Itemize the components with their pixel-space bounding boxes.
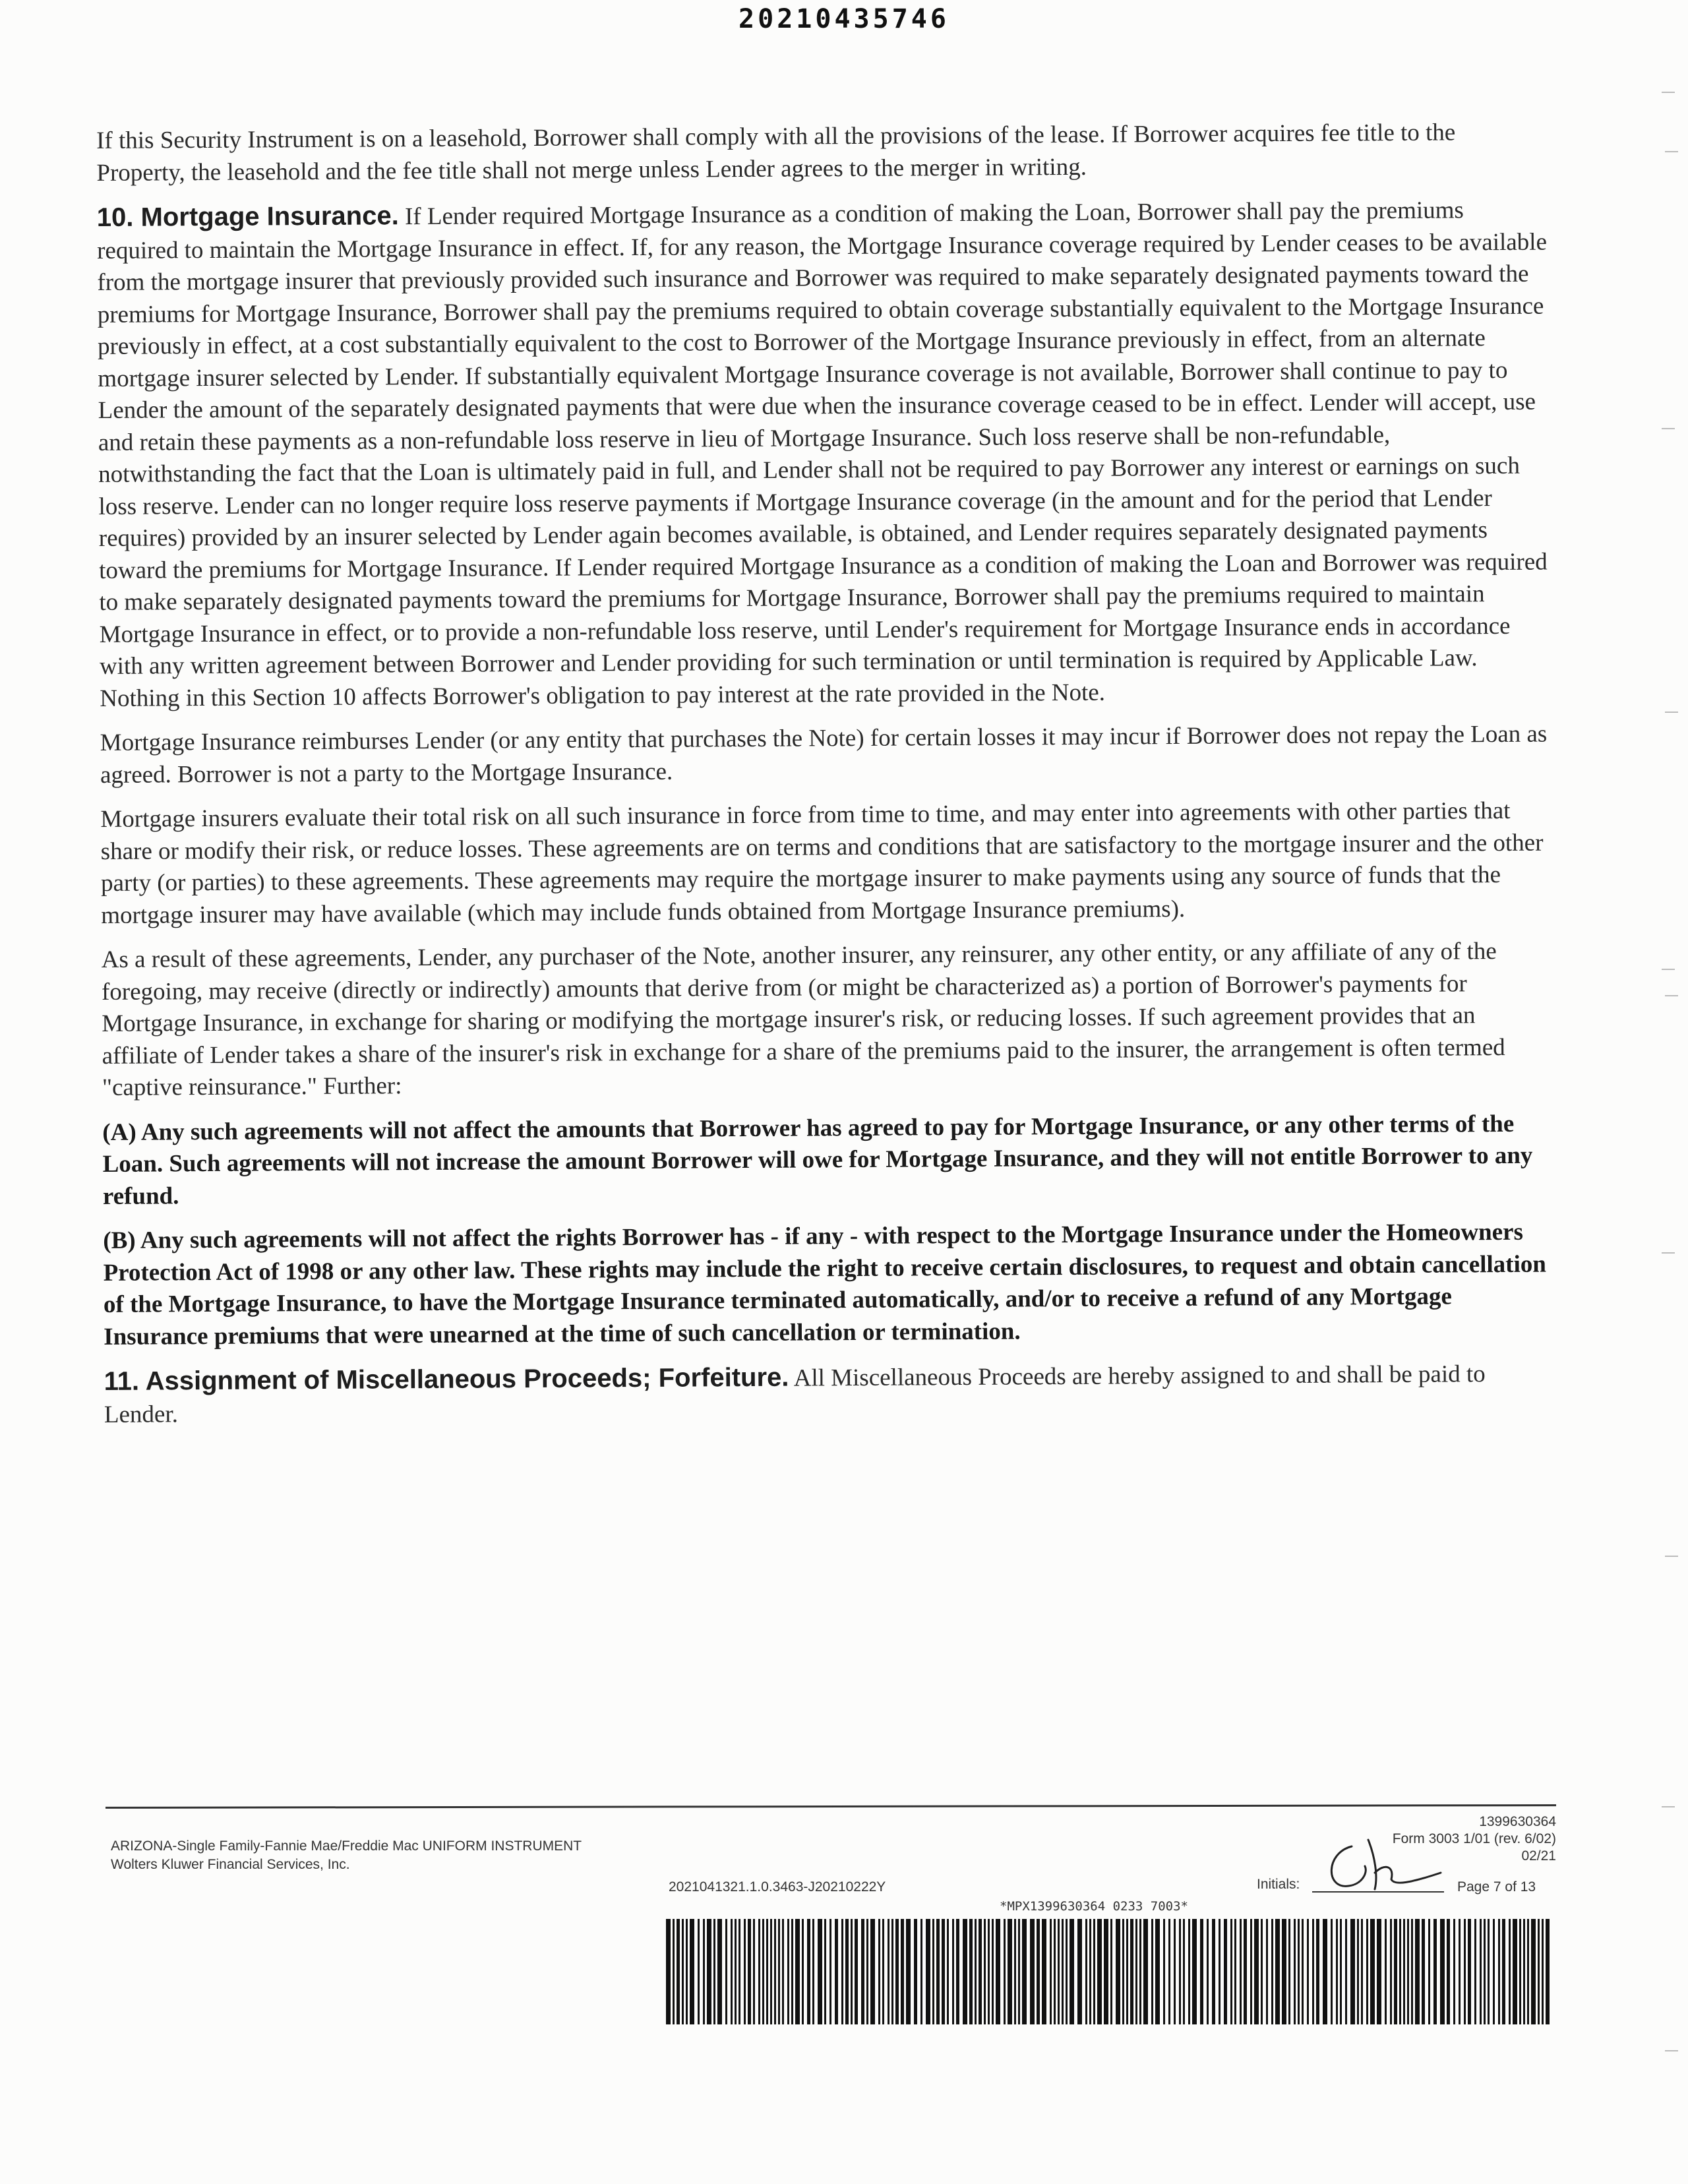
barcode-bar — [1331, 1919, 1333, 2024]
barcode-bar — [1288, 1919, 1290, 2024]
barcode-bar — [1110, 1919, 1112, 2024]
barcode-bar — [1385, 1919, 1387, 2024]
barcode-bar — [996, 1919, 1000, 2024]
barcode-bar — [1336, 1919, 1338, 2024]
insurers-paragraph: Mortgage insurers evaluate their total risk on all such insurance in force from time to time, and may enter into agreements with other parties that share or modify their risk, or reduce losses. These agreements are on terms and conditions that are satisfactory to the mortgage insurer and the other party (or parties) to these agreements. These agreements may require the mortgage insurer to make payments using any source of funds that the mortgage insurer may have available (which may include funds obtained from Mortgage Insurance premiums). — [100, 797, 1544, 929]
barcode-bar — [1307, 1919, 1309, 2024]
barcode-bar — [818, 1919, 822, 2024]
barcode-bar — [1302, 1919, 1304, 2024]
barcode-bar — [920, 1919, 922, 2024]
barcode-bar — [1488, 1919, 1490, 2024]
page-number: Page 7 of 13 — [1457, 1879, 1536, 1895]
loan-number: 1399630364 — [1479, 1814, 1556, 1829]
barcode-bar — [1377, 1919, 1381, 2024]
barcode-bar — [992, 1919, 994, 2024]
barcode-bar — [1519, 1919, 1521, 2024]
barcode-bar — [1151, 1919, 1153, 2024]
barcode-bar — [690, 1919, 694, 2024]
barcode-bar — [1447, 1919, 1450, 2024]
barcode-bar — [878, 1919, 880, 2024]
initials-label: Initials: — [1257, 1877, 1300, 1892]
barcode-bar — [1399, 1919, 1401, 2024]
barcode-bar — [762, 1919, 764, 2024]
barcode-bar — [682, 1919, 684, 2024]
leasehold-paragraph: If this Security Instrument is on a leasehold, Borrower shall comply with all the provisions of the lease. If Borrower acquires fee title to the Property, the leasehold and the fee title shall not merge unless Lender agrees to the merger in writing. — [96, 119, 1456, 187]
barcode-bar — [1050, 1919, 1052, 2024]
clause-a: (A) Any such agreements will not affect the amounts that Borrower has agreed to pay for Mortgage Insurance, or any other terms of the Loan. Such agreements will not increase the amount Borrower will owe for Mortgage Insurance, and they will not entitle Borrower to any refund. — [102, 1110, 1533, 1210]
barcode-bar — [1266, 1919, 1268, 2024]
barcode-bar — [1502, 1919, 1505, 2024]
document-body — [96, 117, 1555, 1443]
section-11-text: All Miscellaneous Proceeds are hereby assigned to and shall be paid to Lender. — [104, 1360, 1486, 1428]
barcode-bar — [1538, 1919, 1540, 2024]
barcode-bar — [1459, 1919, 1461, 2024]
barcode-bar — [1254, 1919, 1259, 2024]
barcode-bar — [1282, 1919, 1286, 2024]
barcode-bar — [791, 1919, 793, 2024]
recording-number: 20210435746 — [738, 4, 950, 34]
form-title: ARIZONA-Single Family-Fannie Mae/Freddie Mac UNIFORM INSTRUMENT — [111, 1838, 582, 1854]
barcode-bar — [807, 1919, 810, 2024]
result-paragraph: As a result of these agreements, Lender, any purchaser of the Note, another insurer, any reinsurer, any other entity, or any affiliate of any of the foregoing, may receive (directly or indirectly) amounts that derive from (or might be characterized as) a portion of Borrower's payments for Mortgage Insurance, in exchange for sharing or modifying the mortgage insurer's risk, or reducing losses. If such agreement provides that an affiliate of Lender takes a share of the insurer's risk in exchange for a share of the premiums paid to the insurer, the arrangement is often termed "captive reinsurance." Further: — [101, 938, 1505, 1101]
barcode-bar — [1244, 1919, 1247, 2024]
barcode-bar — [1174, 1919, 1176, 2024]
barcode-bar — [1212, 1919, 1215, 2024]
barcode-bar — [753, 1919, 755, 2024]
section-11-heading: 11. Assignment of Miscellaneous Proceeds; Forfeiture. — [104, 1362, 789, 1396]
barcode-bar — [698, 1919, 700, 2024]
barcode-bar — [1116, 1919, 1120, 2024]
barcode-bar — [1054, 1919, 1056, 2024]
barcode-bar — [1312, 1919, 1314, 2024]
section-10 — [97, 193, 1551, 715]
barcode-bar — [979, 1919, 982, 2024]
barcode-bar — [1219, 1919, 1221, 2024]
barcode-bar — [1066, 1919, 1068, 2024]
barcode-bar — [1361, 1919, 1363, 2024]
barcode-bar — [787, 1919, 789, 2024]
barcode-bar — [1340, 1919, 1342, 2024]
barcode-bar — [1070, 1919, 1074, 2024]
barcode-bar — [1192, 1919, 1197, 2024]
barcode-bar — [1077, 1919, 1082, 2024]
barcode-bar — [1097, 1919, 1102, 2024]
barcode-bar — [1546, 1919, 1550, 2024]
barcode-bar — [1531, 1919, 1536, 2024]
barcode-bar — [1085, 1919, 1087, 2024]
barcode-bar — [1433, 1919, 1437, 2024]
barcode-bar — [1018, 1919, 1020, 2024]
barcode-bar — [1323, 1919, 1327, 2024]
barcode-bar — [956, 1919, 959, 2024]
barcode-bar — [1030, 1919, 1035, 2024]
barcode-bar — [1350, 1919, 1355, 2024]
barcode-bar — [988, 1919, 990, 2024]
barcode-bar — [969, 1919, 973, 2024]
barcode-bar — [1234, 1919, 1236, 2024]
barcode-bar — [1200, 1919, 1203, 2024]
barcode-bar — [845, 1919, 849, 2024]
barcode-bar — [748, 1919, 751, 2024]
barcode-bar — [707, 1919, 711, 2024]
barcode-bar — [975, 1919, 977, 2024]
barcode-bar — [1139, 1919, 1141, 2024]
publisher: Wolters Kluwer Financial Services, Inc. — [111, 1857, 350, 1872]
barcode-bar — [795, 1919, 800, 2024]
barcode-bar — [906, 1919, 911, 2024]
barcode-bar — [1275, 1919, 1280, 2024]
barcode-bar — [1143, 1919, 1148, 2024]
barcode-bar — [1089, 1919, 1091, 2024]
barcode-bar — [1542, 1919, 1544, 2024]
barcode-bar — [1411, 1919, 1413, 2024]
barcode-bar — [1428, 1919, 1430, 2024]
barcode-bar — [1294, 1919, 1296, 2024]
barcode-bar — [1453, 1919, 1455, 2024]
barcode-bar — [1357, 1919, 1359, 2024]
section-11 — [104, 1357, 1555, 1431]
barcode-bar — [952, 1919, 954, 2024]
footer-left — [111, 1837, 582, 1874]
barcode-bar — [882, 1919, 884, 2024]
barcode-bar — [936, 1919, 940, 2024]
barcode-bar — [1104, 1919, 1108, 2024]
barcode-bar — [1422, 1919, 1425, 2024]
barcode-bar — [673, 1919, 675, 2024]
barcode-bar — [888, 1919, 889, 2024]
barcode-bar — [1230, 1919, 1232, 2024]
barcode-bar — [1179, 1919, 1181, 2024]
barcode-bar — [666, 1919, 671, 2024]
barcode-bar — [782, 1919, 784, 2024]
barcode-bar — [1188, 1919, 1190, 2024]
barcode-bar — [835, 1919, 838, 2024]
barcode-bar — [824, 1919, 826, 2024]
barcode-bar — [725, 1919, 727, 2024]
footer-divider — [106, 1804, 1556, 1809]
barcode-bar — [1008, 1919, 1012, 2024]
barcode-bar — [926, 1919, 930, 2024]
form-date: 02/21 — [1521, 1848, 1556, 1864]
barcode-bar — [1480, 1919, 1482, 2024]
initials-signature — [1312, 1827, 1444, 1899]
barcode-bar — [1484, 1919, 1486, 2024]
barcode-bar — [812, 1919, 814, 2024]
barcode-bar — [1250, 1919, 1252, 2024]
barcode-bar — [1509, 1919, 1511, 2024]
barcode-bar — [1390, 1919, 1392, 2024]
barcode-bar — [1527, 1919, 1529, 2024]
barcode-bar — [744, 1919, 746, 2024]
barcode-bar — [861, 1919, 864, 2024]
barcode-bar — [1224, 1919, 1227, 2024]
barcode-bar — [1394, 1919, 1397, 2024]
barcode-bar — [802, 1919, 804, 2024]
barcode-bar — [1345, 1919, 1347, 2024]
barcode-bar — [774, 1919, 776, 2024]
reimburses-paragraph: Mortgage Insurance reimburses Lender (or any entity that purchases the Note) for certain losses it may incur if Borrower does not repay the Loan as agreed. Borrower is not a party to the Mortgage Insurance. — [100, 720, 1548, 789]
barcode-bar — [870, 1919, 875, 2024]
barcode-bar — [1298, 1919, 1300, 2024]
barcode-bar — [1014, 1919, 1016, 2024]
barcode-bar — [686, 1919, 688, 2024]
barcode-bar — [1168, 1919, 1170, 2024]
barcode-bar — [1130, 1919, 1133, 2024]
barcode-bar — [963, 1919, 967, 2024]
barcode-bar — [766, 1919, 768, 2024]
barcode-bar — [1122, 1919, 1124, 2024]
barcode-bar — [1042, 1919, 1046, 2024]
barcode-bar — [1004, 1919, 1006, 2024]
barcode-bar — [1037, 1919, 1040, 2024]
barcode-bar — [855, 1919, 858, 2024]
barcode-bar — [942, 1919, 945, 2024]
barcode-bar — [1523, 1919, 1525, 2024]
barcode-bar — [851, 1919, 853, 2024]
barcode-bar — [914, 1919, 917, 2024]
clause-b: (B) Any such agreements will not affect the rights Borrower has - if any - with respect to the Mortgage Insurance under the Homeowners Protection Act of 1998 or any other law. These rights may include the right to receive certain disclosures, to request and obtain cancellation of the Mortgage Insurance, to have the Mortgage Insurance terminated automatically, and/or to receive a refund of any Mortgage Insurance premiums that were unearned at the time of such cancellation or termination. — [103, 1218, 1547, 1350]
barcode-bar — [1058, 1919, 1060, 2024]
barcode-bar — [758, 1919, 760, 2024]
barcode-bar — [703, 1919, 705, 2024]
barcode-bar — [932, 1919, 934, 2024]
barcode-bar — [770, 1919, 772, 2024]
barcode-bar — [1474, 1919, 1476, 2024]
barcode — [666, 1919, 1550, 2024]
barcode-bar — [717, 1919, 722, 2024]
barcode-bar — [1093, 1919, 1095, 2024]
barcode-bar — [738, 1919, 740, 2024]
barcode-bar — [947, 1919, 949, 2024]
barcode-bar — [1513, 1919, 1517, 2024]
barcode-bar — [1468, 1919, 1471, 2024]
barcode-bar — [713, 1919, 715, 2024]
barcode-bar — [866, 1919, 868, 2024]
barcode-bar — [1240, 1919, 1242, 2024]
barcode-bar — [1366, 1919, 1368, 2024]
barcode-bar — [895, 1919, 899, 2024]
scan-edge-marks — [1648, 0, 1688, 2184]
barcode-caption: *MPX1399630364 0233 7003* — [1000, 1899, 1188, 1914]
section-10-text: If Lender required Mortgage Insurance as a condition of making the Loan, Borrower shall pay the premiums required to maintain the Mortgage Insurance in effect. If, for any reason, the Mortgage Insurance coverage required by Lender ceases to be available from the mortgage insurer that previously provided such insurance and Borrower was required to make separately designated payments toward the premiums for Mortgage Insurance, Borrower shall pay the premiums required to obtain coverage substantially equivalent to the Mortgage Insurance previously in effect, at a cost substantially equivalent to the cost to Borrower of the Mortgage Insurance previously in effect, from an alternate mortgage insurer selected by Lender. If substantially equivalent Mortgage Insurance coverage is not available, Borrower shall continue to pay to Lender the amount of the separately designated payments that were due when the insurance coverage ceased to be in effect. Lender will accept, use and retain these payments as a non-refundable loss reserve in lieu of Mortgage Insurance. Such loss reserve shall be non-refundable, notwithstanding the fact that the Loan is ultimately paid in full, and Lender shall not be required to pay Borrower any interest or earnings on such loss reserve. Lender can no longer require loss reserve payments if Mortgage Insurance coverage (in the amount and for the period that Lender requires) provided by an insurer selected by Lender again becomes available, is obtained, and Lender requires separately designated payments toward the premiums for Mortgage Insurance. If Lender required Mortgage Insurance as a condition of making the Loan and Borrower was required to make separately designated payments toward the premiums for Mortgage Insurance, Borrower shall pay the premiums required to maintain Mortgage Insurance in effect, or to provide a non-refundable loss reserve, until Lender's requirement for Mortgage Insurance ends in accordance with any written agreement between Borrower and Lender providing for such termination or until termination is required by Applicable Law. Nothing in this Section 10 affects Borrower's obligation to pay interest at the rate provided in the Note. — [97, 197, 1548, 712]
barcode-bar — [1415, 1919, 1420, 2024]
barcode-bar — [1407, 1919, 1409, 2024]
barcode-bar — [1155, 1919, 1160, 2024]
barcode-bar — [1370, 1919, 1375, 2024]
barcode-bar — [731, 1919, 733, 2024]
barcode-bar — [891, 1919, 893, 2024]
form-number: Form 3003 1/01 (rev. 6/02) — [1392, 1831, 1556, 1846]
barcode-bar — [1126, 1919, 1128, 2024]
barcode-bar — [1207, 1919, 1209, 2024]
barcode-bar — [984, 1919, 986, 2024]
barcode-bar — [1440, 1919, 1445, 2024]
barcode-bar — [735, 1919, 737, 2024]
barcode-bar — [1271, 1919, 1273, 2024]
barcode-bar — [1403, 1919, 1405, 2024]
barcode-bar — [841, 1919, 843, 2024]
barcode-bar — [1062, 1919, 1064, 2024]
barcode-bar — [1493, 1919, 1495, 2024]
barcode-bar — [1316, 1919, 1319, 2024]
doc-code: 2021041321.1.0.3463-J20210222Y — [669, 1879, 886, 1895]
section-10-heading: 10. Mortgage Insurance. — [96, 201, 399, 232]
barcode-bar — [1464, 1919, 1466, 2024]
barcode-bar — [1022, 1919, 1027, 2024]
barcode-bar — [677, 1919, 680, 2024]
barcode-bar — [829, 1919, 831, 2024]
barcode-bar — [1261, 1919, 1263, 2024]
barcode-bar — [1163, 1919, 1165, 2024]
barcode-bar — [1183, 1919, 1185, 2024]
barcode-bar — [1498, 1919, 1500, 2024]
barcode-bar — [1135, 1919, 1137, 2024]
barcode-bar — [778, 1919, 780, 2024]
barcode-bar — [901, 1919, 904, 2024]
